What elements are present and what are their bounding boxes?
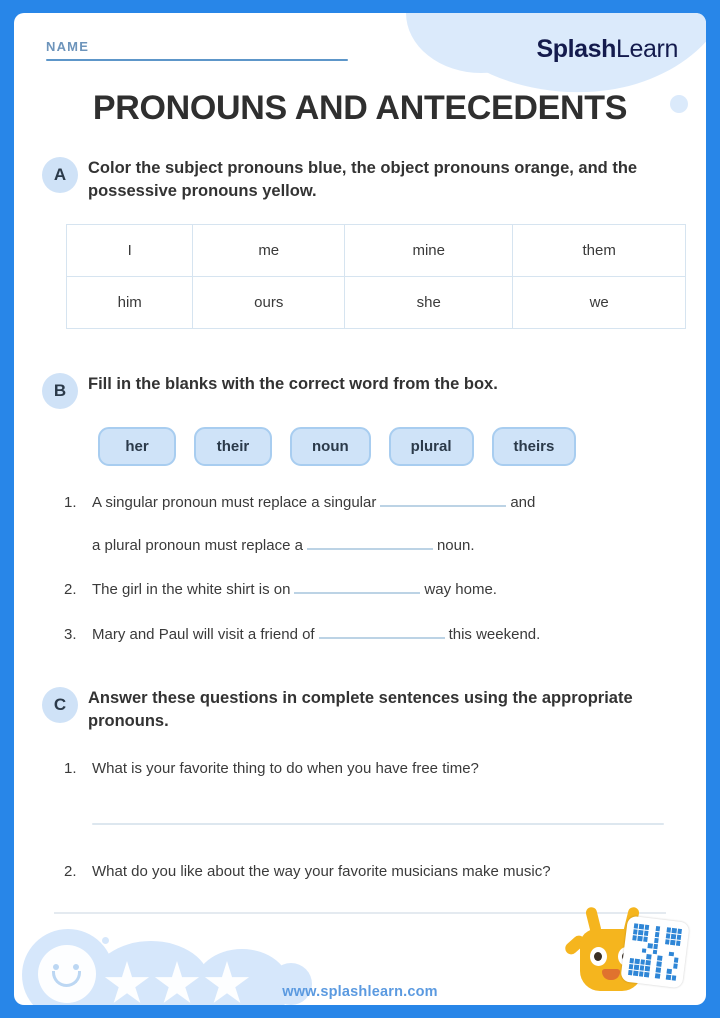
section-b-badge: B <box>42 373 78 409</box>
table-cell[interactable]: ours <box>193 276 345 328</box>
mascot-illustration <box>538 901 688 997</box>
table-cell[interactable]: we <box>513 276 686 328</box>
name-label: NAME <box>46 39 90 54</box>
question-text-before: a plural pronoun must replace a <box>92 536 303 554</box>
word-bank-pill[interactable]: theirs <box>492 427 577 466</box>
word-bank-pill[interactable]: plural <box>389 427 474 466</box>
open-response-questions <box>64 760 686 880</box>
question-continuation <box>92 535 686 558</box>
website-url[interactable]: www.splashlearn.com <box>282 984 438 1000</box>
table-cell[interactable]: him <box>67 276 193 328</box>
answer-blank[interactable] <box>380 492 506 507</box>
section-b-instruction: Fill in the blanks with the correct word from the box. <box>88 375 498 393</box>
list-item <box>64 579 686 602</box>
answer-blank[interactable] <box>294 579 420 594</box>
table-cell[interactable]: I <box>67 224 193 276</box>
list-item <box>64 863 686 880</box>
word-bank-pill[interactable]: their <box>194 427 272 466</box>
question-body <box>92 624 686 647</box>
question-number: 2. <box>64 581 77 598</box>
qr-code-icon[interactable] <box>620 915 690 988</box>
section-c-badge: C <box>42 687 78 723</box>
question-text: What do you like about the way your favorite musicians make music? <box>92 862 551 880</box>
section-a-instruction: Color the subject pronouns blue, the object pronouns orange, and the possessive pronouns yellow. <box>88 159 638 201</box>
question-text-before: The girl in the white shirt is on <box>92 581 291 598</box>
question-text-before: A singular pronoun must replace a singular <box>92 494 377 511</box>
question-text-after: noun. <box>436 536 475 554</box>
question-text: What is your favorite thing to do when you have free time? <box>92 759 479 777</box>
list-item <box>64 492 686 557</box>
section-c <box>42 685 686 880</box>
question-number: 2. <box>64 862 77 880</box>
question-body <box>92 492 686 557</box>
list-item <box>64 624 686 647</box>
section-a-badge: A <box>42 157 78 193</box>
table-cell[interactable]: them <box>513 224 686 276</box>
question-text-after: and <box>510 494 536 511</box>
question-number: 3. <box>64 625 77 643</box>
mascot-pupil-left <box>594 952 602 961</box>
answer-blank[interactable] <box>307 535 433 550</box>
table-row <box>67 224 686 276</box>
logo-regular-text: Learn <box>616 35 678 63</box>
section-c-header <box>42 685 686 734</box>
logo-bold-text: Splash <box>536 35 617 63</box>
answer-blank[interactable] <box>319 624 445 639</box>
pronoun-table-body <box>67 224 686 328</box>
name-field[interactable] <box>46 39 348 61</box>
word-bank-pill[interactable]: noun <box>290 427 371 466</box>
name-input-line[interactable] <box>46 59 348 61</box>
worksheet-page <box>14 13 706 1005</box>
question-number: 1. <box>64 494 77 511</box>
section-a-header <box>42 155 686 204</box>
answer-line[interactable] <box>92 823 664 825</box>
bubble-decoration <box>603 21 611 29</box>
section-a <box>42 155 686 329</box>
pronoun-table[interactable] <box>66 224 686 329</box>
table-cell[interactable]: me <box>193 224 345 276</box>
question-number: 1. <box>64 759 77 777</box>
word-bank <box>98 427 686 466</box>
table-cell[interactable]: mine <box>345 224 513 276</box>
question-text-after: way home. <box>424 581 497 598</box>
section-b <box>42 371 686 668</box>
footer-dot-decoration <box>102 937 109 944</box>
section-c-instruction: Answer these questions in complete sentences using the appropriate pronouns. <box>88 689 633 731</box>
question-body <box>92 579 686 602</box>
splashlearn-logo <box>536 35 678 64</box>
list-item <box>64 760 686 777</box>
question-text-after: this weekend. <box>448 625 541 643</box>
question-text-before: Mary and Paul will visit a friend of <box>92 625 315 643</box>
qr-code-pattern <box>628 923 682 980</box>
page-title: PRONOUNS AND ANTECEDENTS <box>92 89 628 127</box>
table-cell[interactable]: she <box>345 276 513 328</box>
smiley-eye-right <box>73 964 79 970</box>
table-row <box>67 276 686 328</box>
smiley-eye-left <box>53 964 59 970</box>
word-bank-pill[interactable]: her <box>98 427 176 466</box>
fill-blank-questions <box>64 492 686 646</box>
section-b-header <box>42 371 686 409</box>
bubble-decoration <box>465 43 476 54</box>
